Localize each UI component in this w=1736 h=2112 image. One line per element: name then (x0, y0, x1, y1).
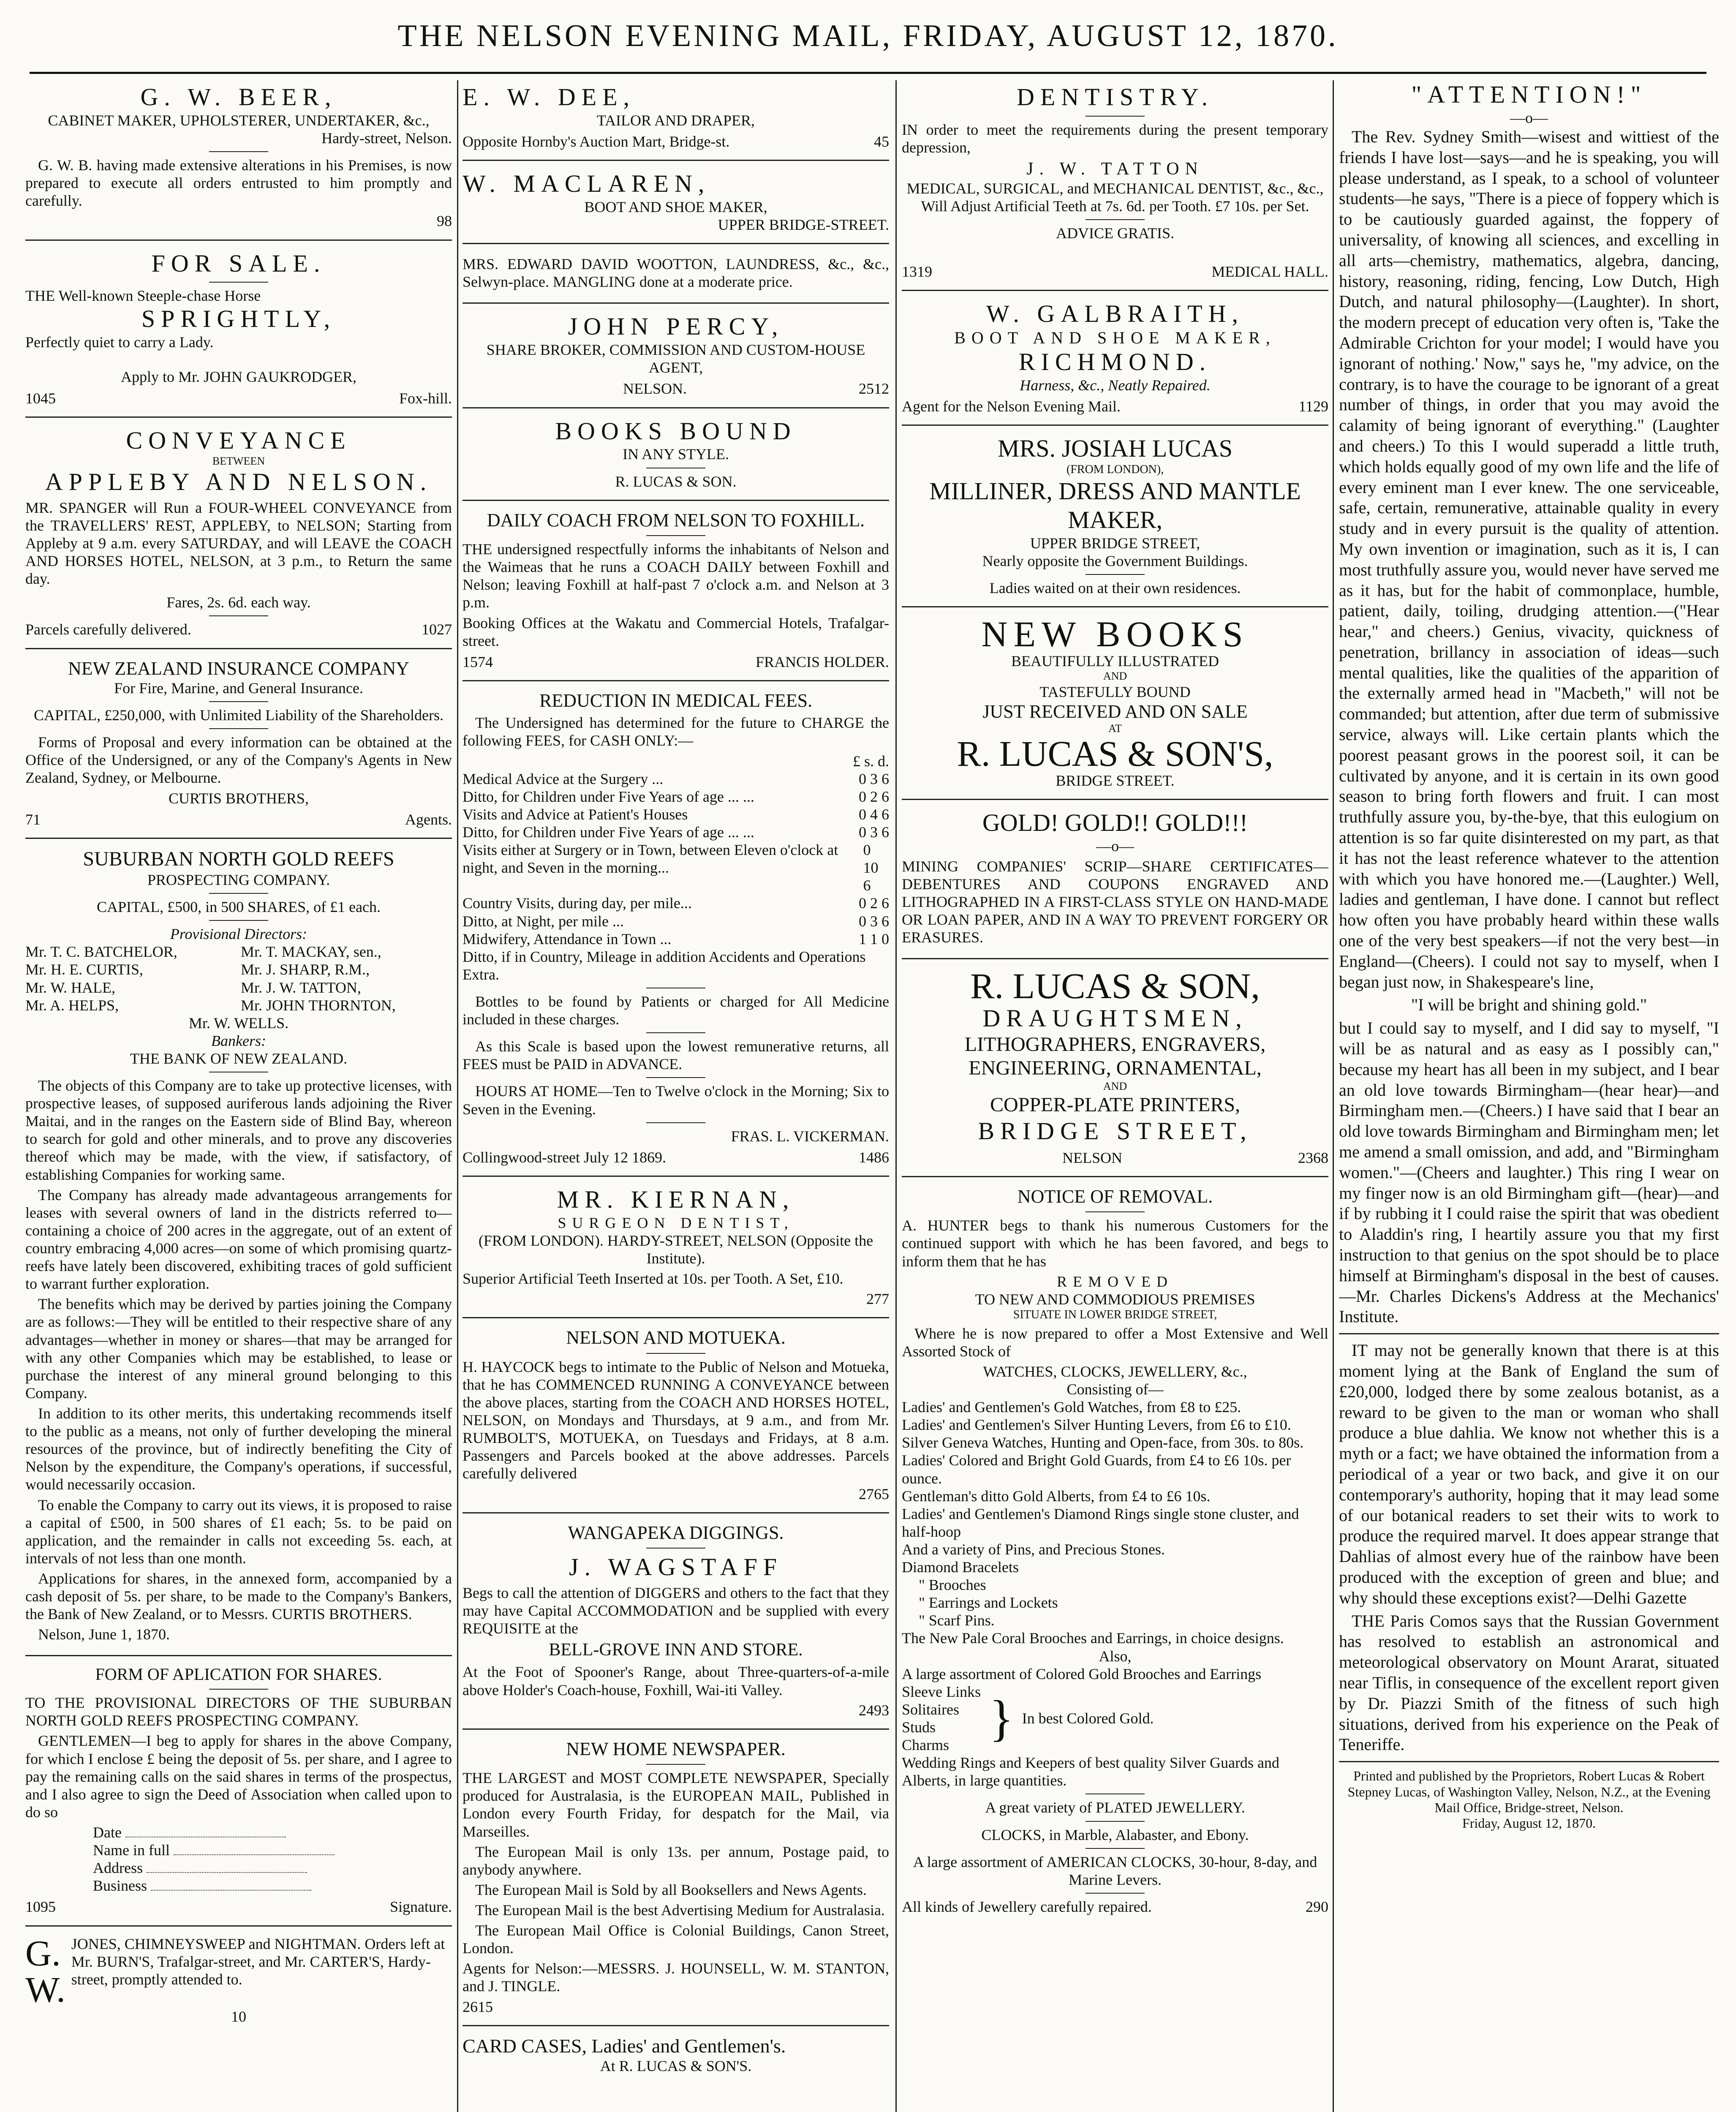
ad-body: Ladies waited on at their own residences. (989, 579, 1241, 596)
ad-heading: SUBURBAN NORTH GOLD REEFS (83, 847, 395, 870)
ad-jones (25, 1932, 452, 2035)
ad-heading: CARD CASES, Ladies' and Gentlemen's. (463, 2035, 786, 2057)
ad-heading: NELSON AND MOTUEKA. (566, 1327, 786, 1348)
brace: } (989, 1690, 1014, 1747)
director: Mr. T. MACKAY, sen., (241, 943, 381, 961)
fee-item: Ditto, for Children under Five Years of age ... ... (463, 788, 754, 805)
director: Mr. W. WELLS. (188, 1014, 289, 1032)
trade: ENGINEERING, ORNAMENTAL, (969, 1057, 1262, 1080)
ad-body: G. W. B. having made extensive alterations in his Premises, is now prepared to execute all orders entrusted to him promptly and carefully. (25, 157, 452, 210)
ad-body: CAPITAL, £500, in 500 SHARES, of £1 each. (96, 898, 381, 916)
fee-amount: 0 4 6 (859, 806, 889, 823)
address: UPPER BRIDGE-STREET. (718, 216, 889, 234)
advertiser-initials: G. W. (25, 1932, 65, 2010)
ad-foxhill-coach (463, 507, 889, 681)
list-item: Solitaires (902, 1701, 959, 1718)
ad-number: 45 (874, 133, 889, 150)
address: (FROM LONDON). HARDY-STREET, NELSON (Opposite the Institute). (478, 1232, 873, 1267)
ad-for-sale (25, 247, 452, 418)
fee-item: Ditto, at Night, per mile ... (463, 912, 624, 930)
director: Mr. W. HALE, (25, 979, 116, 996)
ad-motueka (463, 1324, 889, 1513)
ad-body: As this Scale is based upon the lowest remunerative returns, all FEES must be PAID in ADVANCE. (463, 1038, 889, 1073)
ad-body: BEAUTIFULLY ILLUSTRATED (1011, 653, 1219, 670)
ad-heading: FORM OF APLICATION FOR SHARES. (95, 1665, 382, 1684)
fee-amount: 0 2 6 (859, 895, 889, 912)
ad-body: A. HUNTER begs to thank his numerous Customers for the continued support with which he has been favored, and begs to inform them that he has (902, 1217, 1328, 1270)
fee-item: Ditto, for Children under Five Years of age ... ... (463, 824, 754, 841)
ad-subheading: Provisional Directors: (170, 925, 307, 943)
ad-body: A large assortment of AMERICAN CLOCKS, 30-hour, 8-day, and Marine Levers. (913, 1853, 1317, 1888)
ad-body: In best Colored Gold. (1022, 1709, 1154, 1727)
ad-signature: FRAS. L. VICKERMAN. (731, 1127, 889, 1145)
address: RICHMOND. (1018, 348, 1212, 376)
ad-heading: GOLD! GOLD!! GOLD!!! (982, 808, 1248, 836)
ad-subheading: (FROM LONDON), (1066, 463, 1164, 476)
ad-body: A great variety of PLATED JEWELLERY. (985, 1799, 1245, 1816)
ad-body: MR. SPANGER will Run a FOUR-WHEEL CONVEYANCE from the TRAVELLERS' REST, APPLEBY, to NELSON; Starting from Appleby at 9 a.m. every SATURDAY, and will LEAVE the COACH AND HORSES HOTEL, NELSON, at 3 p.m., to Return the same day. (25, 499, 452, 588)
ad-number: 290 (1306, 1898, 1328, 1915)
form-blank (147, 1859, 307, 1873)
ad-conveyance (25, 424, 452, 649)
ad-beer (25, 80, 452, 241)
fee-amount: 1 1 0 (859, 930, 889, 947)
column-rule (457, 80, 458, 2112)
advertiser-name: J. WAGSTAFF (569, 1553, 783, 1581)
ad-body: REMOVED (1057, 1273, 1173, 1290)
trade: LITHOGRAPHERS, ENGRAVERS, (964, 1033, 1266, 1056)
ad-body: Booking Offices at the Wakatu and Commercial Hotels, Trafalgar-street. (463, 614, 889, 649)
list-item: Ladies' and Gentlemen's Silver Hunting Levers, from £6 to £10. (902, 1416, 1291, 1434)
ad-body: TO THE PROVISIONAL DIRECTORS OF THE SUBURBAN NORTH GOLD REEFS PROSPECTING COMPANY. (25, 1694, 452, 1729)
director: Mr. J. W. TATTON, (241, 979, 361, 996)
column-rule (1333, 80, 1334, 2112)
address: BRIDGE STREET. (1056, 772, 1175, 789)
address: Opposite Hornby's Auction Mart, Bridge-st. (463, 133, 730, 150)
article-quote: "I will be bright and shining gold." (1411, 995, 1647, 1015)
trade: BOOT AND SHOE MAKER, (584, 198, 767, 215)
ad-body: The European Mail is only 13s. per annum, Postage paid, to anybody anywhere. (463, 1843, 889, 1878)
ad-number: 2615 (463, 1998, 493, 2015)
column-4 (1339, 80, 1719, 2112)
ad-number: 1129 (1298, 398, 1328, 415)
trade: SURGEON DENTIST, (558, 1214, 794, 1231)
ad-body: In addition to its other merits, this undertaking recommends itself to the public as a means, not only of further developing the mineral resources of the province, but of indirectly benefiting the City of Nelson by the expenditure, the Company's operations, if successful, would necessarily occasion. (25, 1405, 452, 1493)
ad-galbraith (902, 297, 1328, 426)
list-item: The New Pale Coral Brooches and Earrings, in choice designs. (902, 1630, 1284, 1647)
bank-name: THE BANK OF NEW ZEALAND. (130, 1050, 348, 1067)
ad-heading: WANGAPEKA DIGGINGS. (568, 1522, 784, 1543)
ad-date: Nelson, June 1, 1870. (38, 1626, 170, 1643)
ad-heading: REDUCTION IN MEDICAL FEES. (539, 690, 813, 711)
address: NELSON (1062, 1149, 1122, 1166)
ad-card-cases (463, 2032, 889, 2085)
ad-body: Fares, 2s. 6d. each way. (166, 594, 311, 611)
ad-body: The benefits which may be derived by parties joining the Company are as follows:—They will be entitled to their respective share of any advantages—whether in money or shares—that may be arranged for with any other Companies which may be established, to lease or purchase the interest of any mineral ground belonging to this Company. (25, 1296, 452, 1402)
ad-heading: NEW HOME NEWSPAPER. (566, 1738, 786, 1759)
form-blank (174, 1842, 334, 1855)
fee-amount: 0 3 6 (859, 770, 889, 787)
ad-body: Will Adjust Artificial Teeth at 7s. 6d. per Tooth. £7 10s. per Set. (921, 198, 1309, 215)
ad-signature: R. LUCAS & SON. (615, 473, 737, 490)
fee-columns: £ s. d. (852, 752, 889, 770)
fee-item: Visits and Advice at Patient's Houses (463, 806, 688, 823)
address: Collingwood-street July 12 1869. (463, 1149, 666, 1166)
ad-body: JUST RECEIVED AND ON SALE (982, 701, 1248, 722)
ad-nz-insurance (25, 655, 452, 839)
ad-body: Agents for Nelson:—MESSRS. J. HOUNSELL, W. M. STANTON, and J. TINGLE. (463, 1960, 889, 1995)
address: BRIDGE STREET, (978, 1117, 1252, 1145)
fee-amount: 0 10 6 (863, 841, 879, 894)
ad-subheading: BETWEEN (212, 455, 265, 467)
ad-body: GENTLEMEN—I beg to apply for shares in the above Company, for which I enclose £ being the deposit of 5s. per share, and I agree to pay the remaining calls on the said shares in terms of the prospectus, and I also agree to sign the Deed of Association when called upon to do so (25, 1732, 452, 1821)
ad-body: The Undersigned has determined for the future to CHARGE the following FEES, for CASH ONLY:— (463, 714, 889, 749)
ad-percy (463, 310, 889, 408)
trade: DRAUGHTSMEN, (982, 1004, 1248, 1032)
trade: MEDICAL, SURGICAL, and MECHANICAL DENTIST, &c., &c., (906, 180, 1324, 197)
article-paragraph: IT may not be generally known that there is at this moment lying at the Bank of England the sum of £20,000, lodged there by some zealous botanist, as a reward to be given to the man or woman who shall produce a blue dahlia. We know not whether this is a myth or a fact; we have obtained the information from a periodical of a year or two back, and give it on our contemporary's authority, hoping that it may lead some of our botanical readers to set their wits to work to produce the required marvel. It does appear strange that Dahlias of almost every hue of the rainbow have been produced with the exception of green and blue; and why should these exceptions exist?—Delhi Gazette (1339, 1341, 1719, 1607)
list-item: Diamond Bracelets (902, 1559, 1019, 1576)
ad-heading: NOTICE OF REMOVAL. (1017, 1186, 1213, 1207)
ad-body: To enable the Company to carry out its views, it is proposed to raise a capital of £500, in 500 shares of £1 each; 5s. to be paid on application, and the remainder in calls not exceeding 5s. each, at intervals of not less than one month. (25, 1496, 452, 1567)
ad-body: THE undersigned respectfully informs the inhabitants of Nelson and the Waimeas that he runs a COACH DAILY between Foxhill and Nelson; leaving Foxhill at half-past 7 o'clock a.m. and Nelson at 3 p.m. (463, 541, 889, 611)
ad-body: MRS. EDWARD DAVID WOOTTON, LAUNDRESS, &c., &c., Selwyn-place. MANGLING done at a moderate price. (463, 256, 889, 291)
ad-gold-scrip (902, 806, 1328, 960)
ad-body: Superior Artificial Teeth Inserted at 10s. per Tooth. A Set, £10. (463, 1270, 844, 1287)
ad-heading: DENTISTRY. (1016, 83, 1214, 111)
ad-body: Perfectly quiet to carry a Lady. (25, 334, 214, 351)
trade: BOOT AND SHOE MAKER, (954, 328, 1276, 347)
address: NELSON. (623, 380, 687, 397)
address: Hardy-street, Nelson. (321, 129, 452, 147)
fee-amount: 0 3 6 (859, 912, 889, 930)
ad-body: Parcels carefully delivered. (25, 621, 191, 638)
ad-subheading: IN ANY STYLE. (623, 446, 729, 463)
form-label: Date (93, 1824, 122, 1841)
imprint-text: Printed and published by the Proprietors, Robert Lucas & Robert Stepney Lucas, of Washington Valley, Nelson, N.Z., at the Evening Mail Office, Bridge-street, Nelson. (1347, 1768, 1711, 1815)
list-item: " Earrings and Lockets (919, 1594, 1058, 1611)
fee-item: Medical Advice at the Surgery ... (463, 770, 664, 787)
ad-body: JONES, CHIMNEYSWEEP and NIGHTMAN. Orders left at Mr. BURN'S, Trafalgar-street, and Mr. CARTER'S, Hardy-street, promptly attended to. (71, 1935, 445, 1988)
ad-body: Wedding Rings and Keepers of best quality Silver Guards and Alberts, in large quantities. (902, 1754, 1279, 1789)
trade: CABINET MAKER, UPHOLSTERER, UNDERTAKER, &c., (48, 112, 430, 129)
ad-body: WATCHES, CLOCKS, JEWELLERY, &c., (983, 1363, 1247, 1380)
column-rule (895, 80, 897, 2112)
ad-body: The Company has already made advantageous arrangements for leases with several owners of land in the districts referred to—containing a choice of 200 acres in the aggregate, out of an extent of country embracing 4,000 acres—on some of which promising quartz-reefs have lately been discovered, exhibiting traces of gold sufficient to warrant further exploration. (25, 1186, 452, 1293)
ad-wangapeka (463, 1519, 889, 1730)
ad-signature: FRANCIS HOLDER. (755, 653, 889, 670)
article-blue-dahlia (1339, 1340, 1719, 1755)
advertiser-name: E. W. DEE, (463, 83, 636, 111)
ad-body: Applications for shares, in the annexed form, accompanied by a cash deposit of 5s. per share, to be made to the Company's Bankers, the Bank of New Zealand, or to Messrs. CURTIS BROTHERS. (25, 1570, 452, 1623)
address: UPPER BRIDGE STREET, (1030, 534, 1200, 552)
horse-name: SPRIGHTLY, (141, 305, 336, 333)
ad-body: AND (1103, 1080, 1127, 1093)
ad-heading: BOOKS BOUND (555, 417, 797, 445)
ad-signature: At R. LUCAS & SON'S. (600, 2058, 752, 2075)
ad-gold-reefs (25, 845, 452, 1657)
ad-body: The European Mail is the best Advertising Medium for Australasia. (475, 1901, 885, 1919)
ad-body: Nearly opposite the Government Buildings. (982, 552, 1248, 569)
ad-body: Forms of Proposal and every information can be obtained at the Office of the Undersigned, or any of the Company's Agents in New Zealand, Sydney, or Melbourne. (25, 734, 452, 787)
list-item: Charms (902, 1736, 949, 1754)
ad-books-bound (463, 414, 889, 501)
fee-amount: 0 3 6 (859, 824, 889, 841)
ad-heading: CONVEYANCE (126, 426, 351, 454)
ad-number: 2765 (859, 1485, 889, 1502)
inn-name: BELL-GROVE INN AND STORE. (549, 1640, 803, 1660)
column-2 (463, 80, 889, 2112)
advertiser-name: JOHN PERCY, (568, 313, 784, 340)
article-paragraph: The Rev. Sydney Smith—wisest and wittiest of the friends I have lost—says—and he is speaking, you will please understand, as I speak, to a school of volunteer students—he says, "There is a piece of foppery which is to be cautiously guarded against, the foppery of universality, of knowing all sciences, and excelling in all arts—chemistry, mathematics, algebra, dancing, history, reasoning, riding, fencing, Low Dutch, High Dutch, and natural philosophy—(Laughter). In short, the modern precept of education very often is, 'Take the Admirable Crichton for your model; I would have you ignorant of nothing.' Now," says he, "my advice, on the contrary, is to have the courage to be ignorant of a great number of things, in order that you may avoid the calamity of being ignorant of everything." (Laughter and cheers.) To this I would superadd a little truth, which holds equally good of my own life and the life of every eminent man I ever knew. The one serviceable, safe, certain, remunerative, attainable quality in every study and in every pursuit is the quality of attention. My own invention or imagination, such as it is, I can most truthfully assure you, would never have served me as it has, but for the habit of commonplace, humble, patient, daily, toiling, drudging attention.—("Hear hear," and cheers.) Genius, vivacity, quickness of penetration, brillancy in association of ideas—such mental qualities, like the qualities of the apparition of the externally armed head in "Macbeth," will not be commanded; but attention, after due term of submissive service, always will. Like certain plants which the poorest peasant grows in the poorest soil, it can be cultivated by anyone, and it is certain in its own good season to bring forth flowers and fruit. I can most truthfully assure you, by-the-bye, that this eulogium on attention is so far quite disinterested on my part, as that it has not the least reference whatever to the attention with which you have honored me.—(Laughter.) Well, ladies and gentleman, I have done. I cannot but reflect how often you have probably heard within these walls one of the very best speakers—if not the very best—in England—(Cheers). I could not say to myself, when I began just now, in Shakespeare's line, (1339, 127, 1719, 991)
advertiser-name: R. LUCAS & SON'S, (957, 733, 1273, 774)
ad-body: Consisting of— (1067, 1380, 1164, 1398)
ad-heading: DAILY COACH FROM NELSON TO FOXHILL. (487, 509, 865, 531)
address: MEDICAL HALL. (1211, 263, 1328, 280)
director: Mr. T. C. BATCHELOR, (25, 943, 177, 961)
trade: TAILOR AND DRAPER, (596, 112, 755, 129)
list-item: Sleeve Links (902, 1683, 981, 1700)
trade: MILLINER, DRESS AND MANTLE MAKER, (929, 477, 1301, 533)
advertiser-name: J. W. TATTON (1026, 159, 1204, 179)
form-label: Address (93, 1859, 143, 1877)
ad-body: At the Foot of Spooner's Range, about Three-quarters-of-a-mile above Holder's Coach-house, Foxhill, Wai-iti Valley. (463, 1663, 889, 1698)
ad-draughtsmen (902, 965, 1328, 1177)
director: Mr. JOHN THORNTON, (241, 996, 396, 1014)
ad-body: Where he is now prepared to offer a Most Extensive and Well Assorted Stock of (902, 1325, 1328, 1360)
article-attention (1339, 127, 1719, 1327)
imprint (1339, 1768, 1719, 1832)
fee-item: Visits either at Surgery or in Town, between Eleven o'clock at night, and Seven in the morning... (463, 841, 838, 876)
ad-number: 2512 (859, 380, 889, 397)
ad-body: AT (1108, 722, 1122, 735)
ad-body: Agent for the Nelson Evening Mail. (902, 398, 1121, 415)
list-item: Silver Geneva Watches, Hunting and Open-face, from 30s. to 80s. (902, 1434, 1304, 1451)
list-item: Ladies' and Gentlemen's Diamond Rings single stone cluster, and half-hoop (902, 1505, 1299, 1540)
ad-body: Ditto, if in Country, Mileage in addition Accidents and Operations Extra. (463, 948, 866, 983)
ad-subheading: For Fire, Marine, and General Insurance. (114, 680, 363, 697)
ad-body: Apply to Mr. JOHN GAUKRODGER, (120, 368, 357, 386)
ad-share-form (25, 1662, 452, 1926)
advertiser-name: MRS. JOSIAH LUCAS (998, 435, 1233, 463)
director: Mr. J. SHARP, R.M., (241, 961, 370, 978)
ad-mrs-lucas (902, 432, 1328, 607)
masthead: THE NELSON EVENING MAIL, FRIDAY, AUGUST 12, 1870. (30, 0, 1706, 74)
list-item: Studs (902, 1719, 936, 1736)
ad-number: 1574 (463, 653, 493, 670)
ad-number: 1045 (25, 389, 56, 407)
form-label: Signature. (390, 1898, 452, 1916)
ornament: —o— (1096, 837, 1134, 855)
form-blank (151, 1877, 311, 1891)
ad-body: Harness, &c., Neatly Repaired. (1020, 377, 1211, 394)
ad-dentistry (902, 80, 1328, 291)
ad-body: Also, (1099, 1647, 1132, 1665)
ad-body: Bottles to be found by Patients or charged for All Medicine included in these charges. (463, 993, 889, 1028)
ad-number: 2368 (1298, 1149, 1328, 1166)
ad-kiernan (463, 1183, 889, 1318)
ad-body: A large assortment of Colored Gold Brooches and Earrings (902, 1665, 1262, 1682)
ad-number: 1095 (25, 1898, 56, 1916)
fee-item: Country Visits, during day, per mile... (463, 895, 692, 912)
director: Mr. H. E. CURTIS, (25, 961, 143, 978)
article-title: "ATTENTION!" (1411, 81, 1647, 108)
ad-number: 1486 (859, 1149, 889, 1166)
ad-signature: CURTIS BROTHERS, (169, 789, 309, 807)
article-paragraph: THE Paris Comos says that the Russian Government has resolved to establish an astronomical and meteorological observatory on Mount Ararat, situated near Tiflis, in consequence of the excellent report given by Dr. Piazzi Smith of the fitness of such high situations, derived from his experience on the Peak of Teneriffe. (1339, 1611, 1719, 1754)
ad-body: THE LARGEST and MOST COMPLETE NEWSPAPER, Specially produced for Australasia, is the EUROPEAN MAIL, Published in London every Fourth Friday, for despatch for the Mail, via Marseilles. (463, 1769, 889, 1840)
ad-body: The European Mail is Sold by all Booksellers and News Agents. (475, 1881, 867, 1898)
ad-heading: NEW BOOKS (981, 614, 1249, 655)
ad-body: IN order to meet the requirements during the present temporary depression, (902, 121, 1328, 156)
column-1 (25, 80, 452, 2112)
ad-body: THE Well-known Steeple-chase Horse (25, 287, 261, 305)
ad-body: MINING COMPANIES' SCRIP—SHARE CERTIFICATES—DEBENTURES AND COUPONS ENGRAVED AND LITHOGRAPHED IN A FIRST-CLASS STYLE ON HAND-MADE OR LOAN PAPER, AND IN A WAY TO PREVENT FORGERY OR ERASURES. (902, 857, 1328, 946)
ad-number: 1319 (902, 263, 932, 280)
ad-subheading: Bankers: (211, 1032, 266, 1049)
director: Mr. A. HELPS, (25, 996, 119, 1014)
form-label: Name in full (93, 1842, 170, 1859)
address: Fox-hill. (399, 389, 452, 407)
ad-number: 2493 (859, 1701, 889, 1719)
ad-number: 10 (231, 2008, 246, 2025)
ad-body: CAPITAL, £250,000, with Unlimited Liability of the Shareholders. (34, 707, 444, 724)
ad-dee (463, 80, 889, 161)
ad-number: 277 (866, 1290, 889, 1308)
ad-subheading: PROSPECTING COMPANY. (147, 871, 330, 888)
fee-item: Midwifery, Attendance in Town ... (463, 930, 672, 947)
ad-body: Agents. (405, 811, 452, 828)
list-item: Gentleman's ditto Gold Alberts, from £4 to £6 10s. (902, 1487, 1211, 1505)
advertiser-name: R. LUCAS & SON, (970, 966, 1260, 1007)
fee-amount: 0 2 6 (859, 788, 889, 805)
ad-body: TASTEFULLY BOUND (1039, 683, 1191, 700)
article-paragraph: but I could say to myself, and I did say to myself, "I will be as natural and as easy as I possibly can," because my heart has all been in my subject, and I bear an old love towards Birmingham—(hear hear)—and Birmingham men.—(Cheers.) I have said that I bear an old love towards Birmingham and Birmingham men; let me amend a small omission, and add, and "Birmingham women."—(Cheers and laughter.) This ring I wear on my finger now is an old Birmingham gift—(hear)—and if by rubbing it I could raise the spirit that was obedient to Aladdin's ring, I heartily assure you that my first instruction to that genius on the spot should be to place himself at Birmingham's disposal in the best of causes.—Mr. Charles Dickens's Address at the Mechanics' Institute. (1339, 1018, 1719, 1326)
ad-heading: NEW ZEALAND INSURANCE COMPANY (68, 658, 409, 679)
ad-body: The European Mail Office is Colonial Buildings, Canon Street, London. (463, 1922, 889, 1957)
imprint-date: Friday, August 12, 1870. (1462, 1815, 1596, 1831)
list-item: " Scarf Pins. (919, 1612, 995, 1629)
ornament: —o— (1510, 109, 1548, 126)
ad-medical-fees (463, 687, 889, 1177)
advertiser-name: W. GALBRAITH, (986, 299, 1244, 327)
address: SITUATE IN LOWER BRIDGE STREET, (1013, 1308, 1217, 1321)
ad-body: All kinds of Jewellery carefully repaired. (902, 1898, 1152, 1915)
ad-body: The objects of this Company are to take up protective licenses, with prospective leases, of supposed auriferous lands adjoining the River Maitai, and in the ranges on the Eastern side of Blind Bay, whereon to search for gold and other minerals, and to prove any discoveries thereof which may be made, with the view, if satisfactory, of establishing Companies for working same. (25, 1077, 452, 1183)
ad-notice-of-removal (902, 1183, 1328, 1925)
list-item: And a variety of Pins, and Precious Stones. (902, 1540, 1165, 1558)
advertiser-name: MR. KIERNAN, (557, 1185, 795, 1213)
ad-new-home-newspaper (463, 1736, 889, 2026)
ad-heading: FOR SALE. (151, 249, 326, 277)
advertiser-name: W. MACLAREN, (463, 170, 710, 198)
ad-number: 71 (25, 811, 41, 828)
ad-heading: APPLEBY AND NELSON. (45, 468, 433, 495)
ad-number: 98 (437, 212, 452, 230)
column-3 (902, 80, 1328, 2112)
list-item: Ladies' Colored and Bright Gold Guards, from £4 to £6 10s. per ounce. (902, 1452, 1291, 1487)
trade: SHARE BROKER, COMMISSION AND CUSTOM-HOUSE AGENT, (486, 341, 865, 376)
ad-body: Begs to call the attention of DIGGERS and others to the fact that they may have Capital ACCOMMODATION and be supplied with every REQUISITE at the (463, 1584, 889, 1637)
ad-wootton (463, 250, 889, 304)
ad-body: H. HAYCOCK begs to intimate to the Public of Nelson and Motueka, that he has COMMENCED RUNNING A CONVEYANCE between the above places, starting from the COACH AND HORSES HOTEL, NELSON, on Mondays and Thursdays, at 9 a.m., and from Mr. RUMBOLT'S, MOTUEKA, on Tuesdays and Fridays, at 8 a.m. Passengers and Parcels booked at the above addresses. Parcels carefully delivered (463, 1358, 889, 1482)
ad-number: 1027 (422, 621, 452, 638)
advertiser-name: G. W. BEER, (140, 83, 337, 111)
ad-maclaren (463, 167, 889, 244)
ad-body: AND (1103, 670, 1127, 683)
list-item: " Brooches (919, 1576, 986, 1594)
list-item: Ladies' and Gentlemen's Gold Watches, from £8 to £25. (902, 1399, 1241, 1416)
ad-body: HOURS AT HOME—Ten to Twelve o'clock in the Morning; Six to Seven in the Evening. (463, 1083, 889, 1118)
ad-body: ADVICE GRATIS. (1056, 225, 1174, 242)
ad-new-books (902, 613, 1328, 800)
trade: COPPER-PLATE PRINTERS, (990, 1093, 1241, 1116)
form-label: Business (93, 1877, 147, 1894)
ad-body: TO NEW AND COMMODIOUS PREMISES (975, 1290, 1255, 1308)
form-blank (125, 1824, 286, 1837)
ad-body: CLOCKS, in Marble, Alabaster, and Ebony. (981, 1826, 1249, 1843)
